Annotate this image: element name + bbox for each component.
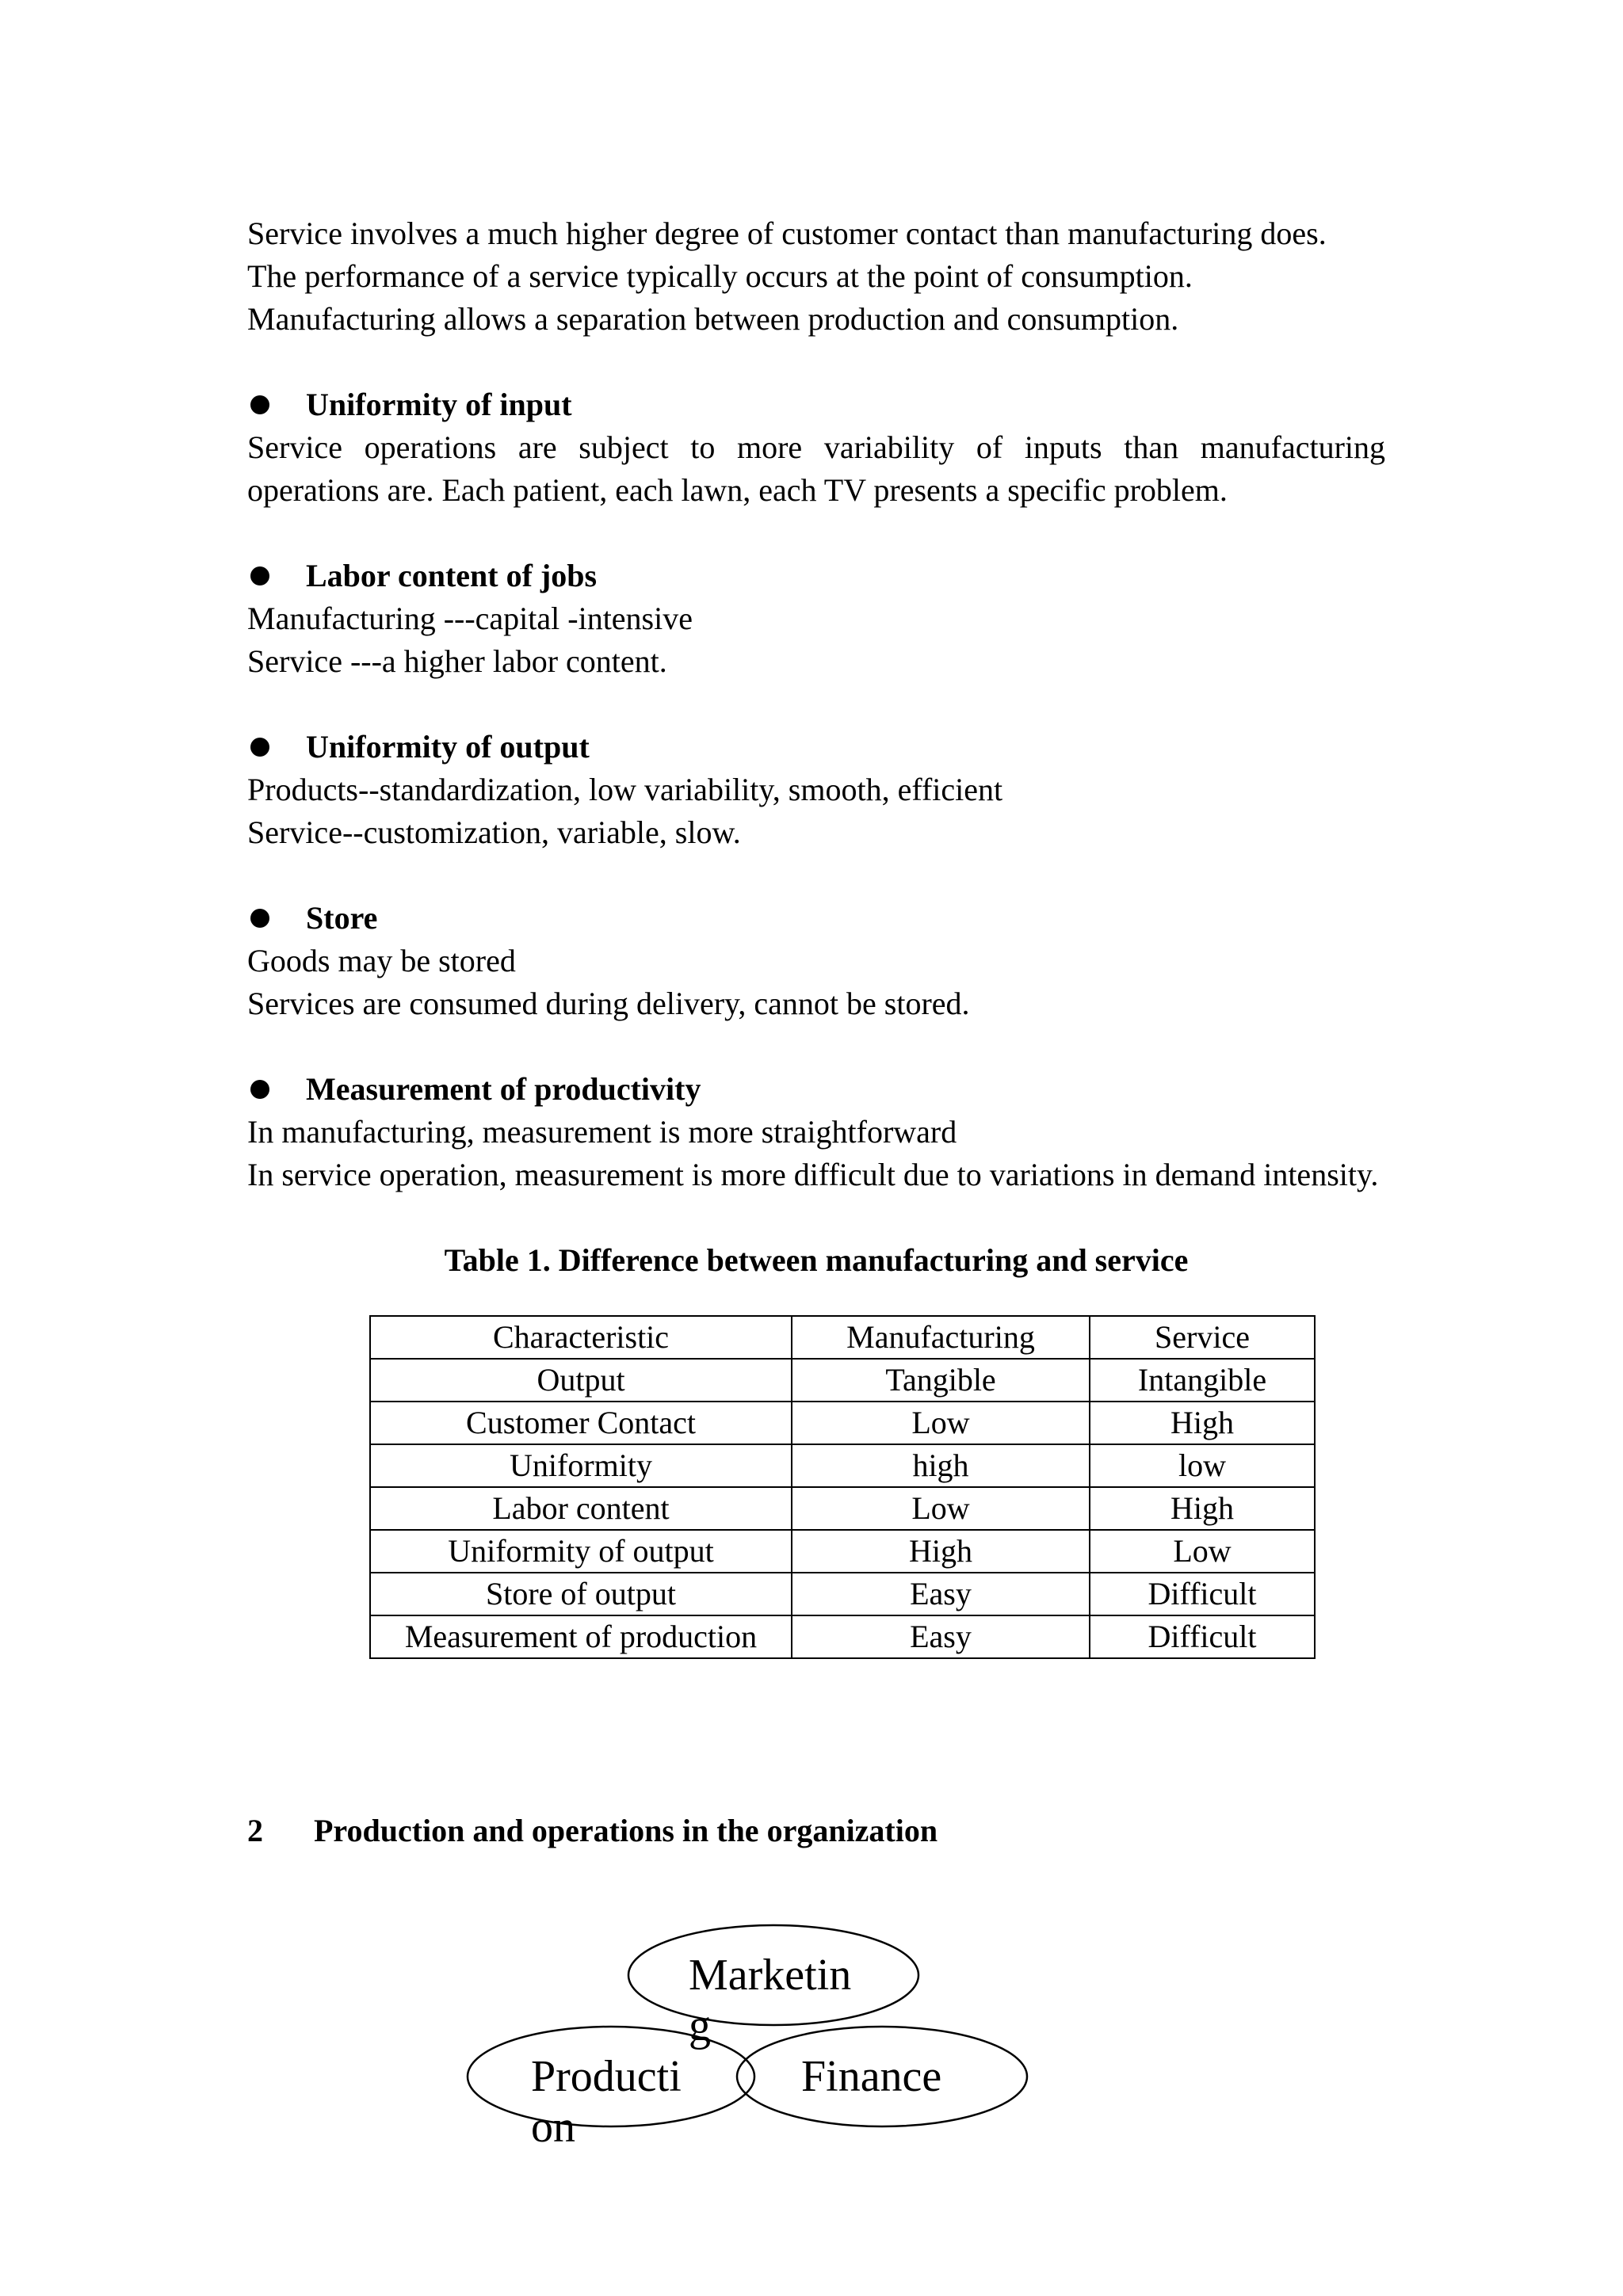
table-cell: Output bbox=[370, 1359, 792, 1402]
measurement-line-1: In manufacturing, measurement is more straightforward bbox=[247, 1114, 957, 1150]
table-row bbox=[370, 1359, 1315, 1402]
section-heading-uniformity-of-input bbox=[247, 383, 1385, 426]
table-cell: low bbox=[1090, 1444, 1315, 1487]
table-row bbox=[370, 1444, 1315, 1487]
table-cell: High bbox=[792, 1530, 1090, 1573]
table-row bbox=[370, 1402, 1315, 1444]
table-row bbox=[370, 1487, 1315, 1530]
intro-line-2: The performance of a service typically occurs at the point of consumption. bbox=[247, 258, 1193, 294]
intro-line-1: Service involves a much higher degree of customer contact than manufacturing does. bbox=[247, 215, 1327, 251]
finance-label: Finance bbox=[801, 2052, 942, 2101]
section-heading-store bbox=[247, 897, 1385, 940]
production-label-wrap: on bbox=[531, 2103, 575, 2152]
table-header-cell: Manufacturing bbox=[792, 1316, 1090, 1359]
table-header-cell: Characteristic bbox=[370, 1316, 792, 1359]
bullet-icon bbox=[250, 1080, 269, 1099]
labor-content-line-1: Manufacturing ---capital -intensive bbox=[247, 601, 693, 636]
section-title: Production and operations in the organization bbox=[314, 1813, 938, 1848]
difference-table bbox=[369, 1315, 1316, 1659]
table-cell: Low bbox=[792, 1402, 1090, 1444]
section-heading-label: Uniformity of output bbox=[306, 729, 590, 765]
table-cell: Measurement of production bbox=[370, 1615, 792, 1658]
table-row bbox=[370, 1573, 1315, 1615]
table-cell: Tangible bbox=[792, 1359, 1090, 1402]
bullet-icon bbox=[250, 738, 269, 757]
table-title: Table 1. Difference between manufacturing and service bbox=[444, 1242, 1189, 1278]
production-oval bbox=[468, 2027, 754, 2126]
uniformity-of-input-text: Service operations are subject to more variability of inputs than manufacturing operations are. Each patient, each lawn, each TV presents a specific problem. bbox=[247, 429, 1385, 508]
table-cell: High bbox=[1090, 1402, 1315, 1444]
section-heading-measurement bbox=[247, 1068, 1385, 1111]
table-cell: Low bbox=[1090, 1530, 1315, 1573]
bullet-icon bbox=[250, 909, 269, 928]
section-number: 2 bbox=[247, 1813, 263, 1848]
section-heading-label: Store bbox=[306, 900, 378, 936]
table-header-row bbox=[370, 1316, 1315, 1359]
marketing-label: Marketin bbox=[689, 1951, 852, 2000]
marketing-oval bbox=[628, 1925, 918, 2025]
table-cell: Store of output bbox=[370, 1573, 792, 1615]
table-cell: high bbox=[792, 1444, 1090, 1487]
store-line-1: Goods may be stored bbox=[247, 943, 516, 978]
uniformity-of-output-line-2: Service--customization, variable, slow. bbox=[247, 814, 741, 850]
table-cell: Labor content bbox=[370, 1487, 792, 1530]
table-row bbox=[370, 1530, 1315, 1573]
table-cell: Uniformity bbox=[370, 1444, 792, 1487]
table-cell: Easy bbox=[792, 1573, 1090, 1615]
bullet-icon bbox=[250, 395, 269, 414]
table-row bbox=[370, 1615, 1315, 1658]
measurement-line-2: In service operation, measurement is more difficult due to variations in demand intensity. bbox=[247, 1157, 1379, 1192]
table-cell: Difficult bbox=[1090, 1573, 1315, 1615]
intro-line-3: Manufacturing allows a separation between production and consumption. bbox=[247, 301, 1179, 337]
section-heading-labor-content bbox=[247, 555, 1385, 597]
table-cell: Difficult bbox=[1090, 1615, 1315, 1658]
table-cell: Customer Contact bbox=[370, 1402, 792, 1444]
bullet-icon bbox=[250, 566, 269, 585]
table-header-cell: Service bbox=[1090, 1316, 1315, 1359]
uniformity-of-output-line-1: Products--standardization, low variability, smooth, efficient bbox=[247, 772, 1003, 807]
table-cell: Easy bbox=[792, 1615, 1090, 1658]
section-heading-uniformity-of-output bbox=[247, 726, 1385, 769]
document-body bbox=[247, 212, 1385, 1659]
marketing-label-wrap: g bbox=[689, 2001, 711, 2050]
section-heading-label: Measurement of productivity bbox=[306, 1071, 701, 1107]
labor-content-line-2: Service ---a higher labor content. bbox=[247, 643, 667, 679]
table-cell: High bbox=[1090, 1487, 1315, 1530]
section-heading-label: Labor content of jobs bbox=[306, 558, 598, 593]
table-cell: Low bbox=[792, 1487, 1090, 1530]
section-2-heading bbox=[247, 1810, 938, 1852]
section-heading-label: Uniformity of input bbox=[306, 387, 572, 422]
production-label: Producti bbox=[531, 2052, 682, 2101]
table-cell: Uniformity of output bbox=[370, 1530, 792, 1573]
finance-oval bbox=[737, 2027, 1027, 2126]
table-cell: Intangible bbox=[1090, 1359, 1315, 1402]
store-line-2: Services are consumed during delivery, cannot be stored. bbox=[247, 986, 970, 1021]
